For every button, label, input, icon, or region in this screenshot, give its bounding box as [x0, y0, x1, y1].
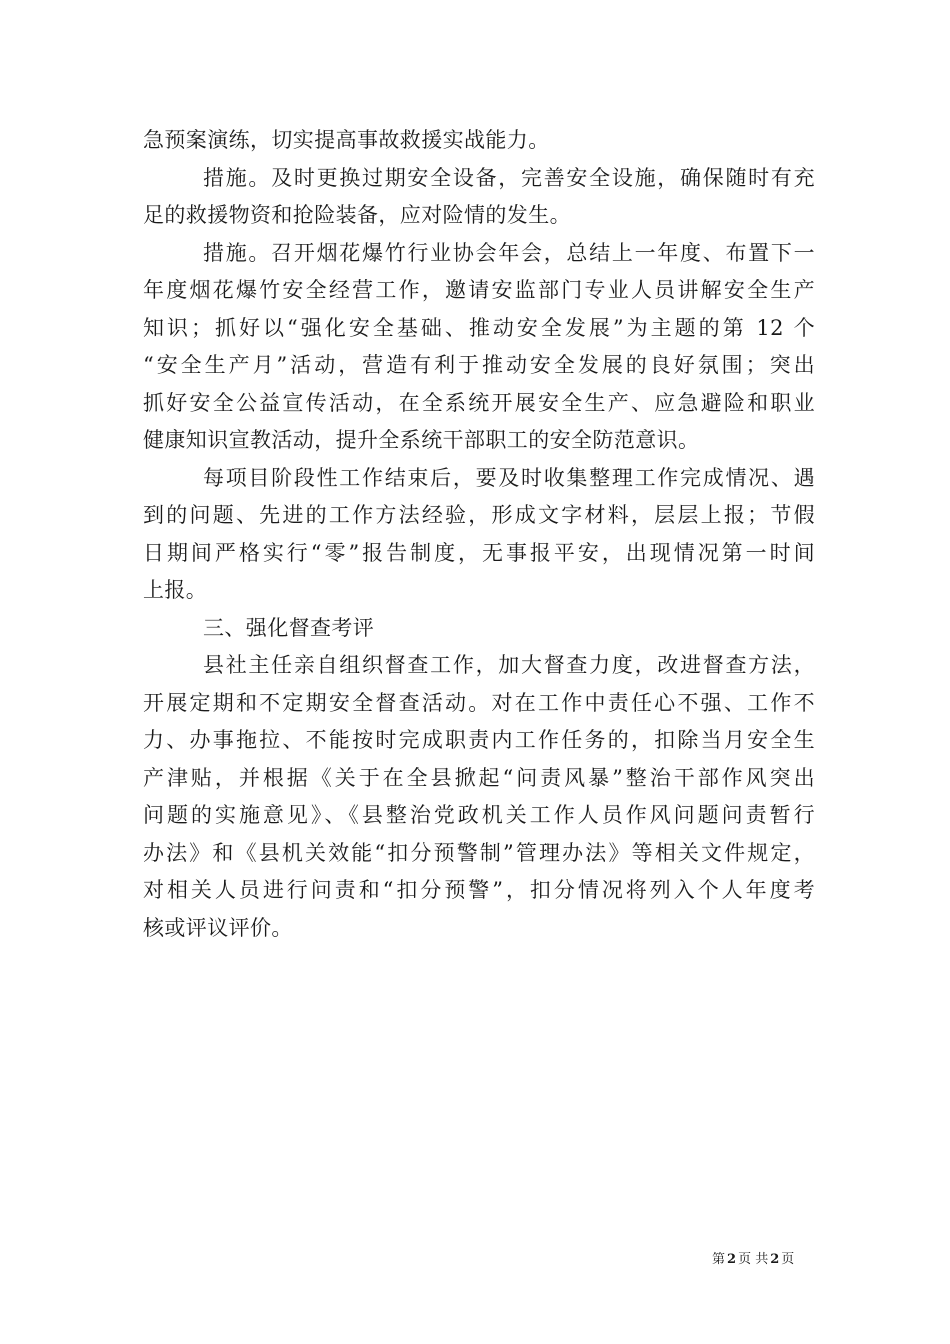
- paragraph-line: 三、强化督查考评: [203, 615, 375, 640]
- paragraph-line: 措施。及时更换过期安全设备，完善安全设施，确保随时有充: [203, 165, 815, 190]
- paragraph-line: 上报。: [143, 578, 208, 602]
- current-page-number: 2: [727, 1252, 737, 1267]
- paragraph-line: 县社主任亲自组织督查工作，加大督查力度，改进督查方法，: [203, 653, 815, 677]
- paragraph-line: 产津贴，并根据《关于在全县掀起“问责风暴”整治干部作风突出: [143, 765, 815, 790]
- page-middle: 页 共: [738, 1252, 769, 1267]
- document-body: [143, 122, 815, 947]
- paragraph-line: 知识；抓好以“强化安全基础、推动安全发展”为主题的第 12 个: [143, 315, 815, 340]
- page-prefix: 第: [712, 1252, 726, 1267]
- paragraph-line: 日期间严格实行“零”报告制度，无事报平安，出现情况第一时间: [143, 540, 815, 565]
- paragraph-line: “安全生产月”活动，营造有利于推动安全发展的良好氛围；突出: [143, 353, 815, 377]
- paragraph: [143, 647, 815, 947]
- paragraph-line: 足的救援物资和抢险装备，应对险情的发生。: [143, 203, 571, 227]
- paragraph-line: 对相关人员进行问责和“扣分预警”，扣分情况将列入个人年度考: [143, 878, 815, 902]
- paragraph-line: 力、办事拖拉、不能按时完成职责内工作任务的，扣除当月安全生: [143, 728, 815, 752]
- paragraph-line: 每项目阶段性工作结束后，要及时收集整理工作完成情况、遇: [203, 465, 815, 490]
- page-number-footer: [712, 1251, 794, 1269]
- paragraph-line: 急预案演练，切实提高事故救援实战能力。: [143, 128, 550, 152]
- paragraph: [143, 235, 815, 460]
- paragraph-line: 抓好安全公益宣传活动，在全系统开展安全生产、应急避险和职业: [143, 390, 815, 415]
- total-pages-number: 2: [770, 1252, 780, 1267]
- paragraph-line: 到的问题、先进的工作方法经验，形成文字材料，层层上报；节假: [143, 503, 815, 527]
- paragraph: [143, 122, 815, 160]
- paragraph-line: 核或评议评价。: [143, 915, 293, 940]
- paragraph: [143, 160, 815, 235]
- paragraph-line: 开展定期和不定期安全督查活动。对在工作中责任心不强、工作不: [143, 690, 815, 715]
- page-suffix: 页: [781, 1252, 795, 1267]
- paragraph-line: 问题的实施意见》、《县整治党政机关工作人员作风问题问责暂行: [143, 803, 815, 827]
- paragraph-line: 年度烟花爆竹安全经营工作，邀请安监部门专业人员讲解安全生产: [143, 278, 815, 302]
- paragraph-line: 健康知识宣教活动，提升全系统干部职工的安全防范意识。: [143, 428, 700, 452]
- paragraph-line: 措施。召开烟花爆竹行业协会年会，总结上一年度、布置下一: [203, 240, 815, 265]
- paragraph-line: 办法》和《县机关效能“扣分预警制”管理办法》等相关文件规定，: [143, 840, 815, 865]
- paragraph: [143, 460, 815, 610]
- paragraph: [143, 610, 815, 648]
